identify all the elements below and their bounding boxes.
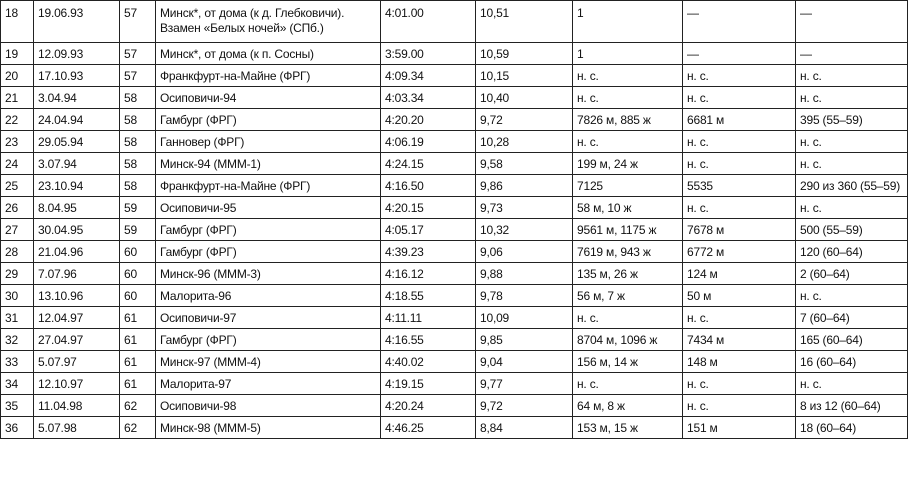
cell-age-place: н. с. <box>796 373 908 395</box>
cell-date: 23.10.94 <box>34 175 120 197</box>
cell-speed: 8,84 <box>476 417 573 439</box>
cell-time: 4:39.23 <box>381 241 476 263</box>
cell-number: 23 <box>1 131 34 153</box>
cell-number: 21 <box>1 87 34 109</box>
cell-age: 62 <box>120 417 156 439</box>
cell-age-place: — <box>796 43 908 65</box>
cell-finishers: н. с. <box>683 153 796 175</box>
cell-age: 59 <box>120 219 156 241</box>
cell-age-place: н. с. <box>796 131 908 153</box>
cell-participants: 8704 м, 1096 ж <box>573 329 683 351</box>
cell-place: Осиповичи-95 <box>156 197 381 219</box>
cell-date: 17.10.93 <box>34 65 120 87</box>
table-row <box>1 417 908 439</box>
cell-time: 4:03.34 <box>381 87 476 109</box>
cell-place: Минск-98 (МММ-5) <box>156 417 381 439</box>
cell-time: 4:16.55 <box>381 329 476 351</box>
cell-time: 4:16.12 <box>381 263 476 285</box>
cell-age-place: 7 (60–64) <box>796 307 908 329</box>
cell-age: 62 <box>120 395 156 417</box>
cell-participants: 58 м, 10 ж <box>573 197 683 219</box>
cell-age-place: 8 из 12 (60–64) <box>796 395 908 417</box>
cell-participants: 7619 м, 943 ж <box>573 241 683 263</box>
cell-place: Гамбург (ФРГ) <box>156 329 381 351</box>
cell-place: Франкфурт-на-Майне (ФРГ) <box>156 175 381 197</box>
table-row <box>1 65 908 87</box>
cell-participants: 1 <box>573 43 683 65</box>
cell-number: 35 <box>1 395 34 417</box>
table-row <box>1 285 908 307</box>
cell-date: 30.04.95 <box>34 219 120 241</box>
cell-place: Осиповичи-94 <box>156 87 381 109</box>
cell-finishers: — <box>683 43 796 65</box>
cell-date: 27.04.97 <box>34 329 120 351</box>
cell-date: 13.10.96 <box>34 285 120 307</box>
cell-speed: 9,86 <box>476 175 573 197</box>
cell-number: 34 <box>1 373 34 395</box>
cell-number: 25 <box>1 175 34 197</box>
cell-number: 19 <box>1 43 34 65</box>
cell-time: 4:20.24 <box>381 395 476 417</box>
cell-speed: 9,78 <box>476 285 573 307</box>
cell-finishers: н. с. <box>683 65 796 87</box>
cell-finishers: н. с. <box>683 373 796 395</box>
cell-date: 8.04.95 <box>34 197 120 219</box>
cell-finishers: н. с. <box>683 197 796 219</box>
cell-participants: н. с. <box>573 65 683 87</box>
cell-age: 61 <box>120 351 156 373</box>
cell-participants: 7826 м, 885 ж <box>573 109 683 131</box>
cell-number: 36 <box>1 417 34 439</box>
cell-speed: 9,04 <box>476 351 573 373</box>
cell-age-place: 165 (60–64) <box>796 329 908 351</box>
cell-number: 33 <box>1 351 34 373</box>
table-body <box>1 1 908 439</box>
cell-finishers: 6681 м <box>683 109 796 131</box>
cell-date: 24.04.94 <box>34 109 120 131</box>
cell-speed: 10,59 <box>476 43 573 65</box>
cell-finishers: 7678 м <box>683 219 796 241</box>
cell-speed: 9,72 <box>476 395 573 417</box>
cell-participants: н. с. <box>573 373 683 395</box>
cell-age-place: 395 (55–59) <box>796 109 908 131</box>
cell-date: 7.07.96 <box>34 263 120 285</box>
cell-speed: 10,09 <box>476 307 573 329</box>
cell-age: 58 <box>120 131 156 153</box>
cell-finishers: 148 м <box>683 351 796 373</box>
cell-place: Минск*, от дома (к д. Глебковичи). Взамен «Белых ночей» (СПб.) <box>156 1 381 43</box>
cell-participants: 1 <box>573 1 683 43</box>
cell-time: 4:20.20 <box>381 109 476 131</box>
cell-age-place: 500 (55–59) <box>796 219 908 241</box>
cell-age: 57 <box>120 1 156 43</box>
cell-speed: 9,73 <box>476 197 573 219</box>
cell-time: 4:05.17 <box>381 219 476 241</box>
table-row <box>1 43 908 65</box>
cell-age-place: н. с. <box>796 285 908 307</box>
cell-finishers: 50 м <box>683 285 796 307</box>
cell-age-place: н. с. <box>796 87 908 109</box>
cell-age-place: 290 из 360 (55–59) <box>796 175 908 197</box>
cell-place: Малорита-97 <box>156 373 381 395</box>
cell-age-place: 120 (60–64) <box>796 241 908 263</box>
cell-speed: 9,58 <box>476 153 573 175</box>
table-row <box>1 351 908 373</box>
cell-date: 21.04.96 <box>34 241 120 263</box>
table-row <box>1 263 908 285</box>
cell-age-place: н. с. <box>796 153 908 175</box>
cell-age: 59 <box>120 197 156 219</box>
cell-age: 58 <box>120 153 156 175</box>
cell-age: 57 <box>120 43 156 65</box>
cell-place: Осиповичи-97 <box>156 307 381 329</box>
cell-time: 4:09.34 <box>381 65 476 87</box>
cell-place: Малорита-96 <box>156 285 381 307</box>
cell-finishers: 5535 <box>683 175 796 197</box>
cell-finishers: 124 м <box>683 263 796 285</box>
cell-place: Минск*, от дома (к п. Сосны) <box>156 43 381 65</box>
cell-participants: 64 м, 8 ж <box>573 395 683 417</box>
table-row <box>1 395 908 417</box>
cell-speed: 10,32 <box>476 219 573 241</box>
cell-place: Гамбург (ФРГ) <box>156 109 381 131</box>
cell-age: 61 <box>120 329 156 351</box>
cell-time: 4:06.19 <box>381 131 476 153</box>
cell-speed: 9,72 <box>476 109 573 131</box>
cell-date: 5.07.98 <box>34 417 120 439</box>
cell-place: Ганновер (ФРГ) <box>156 131 381 153</box>
cell-age-place: 16 (60–64) <box>796 351 908 373</box>
cell-age: 60 <box>120 241 156 263</box>
cell-speed: 10,28 <box>476 131 573 153</box>
cell-time: 4:01.00 <box>381 1 476 43</box>
cell-number: 18 <box>1 1 34 43</box>
cell-date: 12.10.97 <box>34 373 120 395</box>
cell-finishers: н. с. <box>683 395 796 417</box>
table-row <box>1 1 908 43</box>
table-row <box>1 131 908 153</box>
cell-participants: 153 м, 15 ж <box>573 417 683 439</box>
cell-place: Гамбург (ФРГ) <box>156 219 381 241</box>
cell-speed: 10,51 <box>476 1 573 43</box>
cell-age: 58 <box>120 109 156 131</box>
cell-place: Минск-97 (МММ-4) <box>156 351 381 373</box>
cell-place: Гамбург (ФРГ) <box>156 241 381 263</box>
cell-time: 4:24.15 <box>381 153 476 175</box>
table-row <box>1 241 908 263</box>
cell-place: Минск-94 (МММ-1) <box>156 153 381 175</box>
cell-number: 31 <box>1 307 34 329</box>
cell-age: 57 <box>120 65 156 87</box>
cell-date: 5.07.97 <box>34 351 120 373</box>
cell-date: 29.05.94 <box>34 131 120 153</box>
cell-time: 4:40.02 <box>381 351 476 373</box>
cell-age: 60 <box>120 263 156 285</box>
cell-place: Минск-96 (МММ-3) <box>156 263 381 285</box>
cell-date: 11.04.98 <box>34 395 120 417</box>
cell-speed: 10,15 <box>476 65 573 87</box>
table-row <box>1 373 908 395</box>
cell-participants: н. с. <box>573 131 683 153</box>
table-row <box>1 109 908 131</box>
cell-finishers: н. с. <box>683 131 796 153</box>
cell-place: Франкфурт-на-Майне (ФРГ) <box>156 65 381 87</box>
table-row <box>1 307 908 329</box>
cell-date: 19.06.93 <box>34 1 120 43</box>
cell-participants: 199 м, 24 ж <box>573 153 683 175</box>
cell-number: 28 <box>1 241 34 263</box>
cell-number: 27 <box>1 219 34 241</box>
table-row <box>1 175 908 197</box>
cell-age: 61 <box>120 307 156 329</box>
cell-age-place: н. с. <box>796 65 908 87</box>
cell-age: 58 <box>120 87 156 109</box>
table-row <box>1 329 908 351</box>
table-row <box>1 219 908 241</box>
cell-age: 58 <box>120 175 156 197</box>
table-row <box>1 197 908 219</box>
cell-time: 3:59.00 <box>381 43 476 65</box>
cell-age: 61 <box>120 373 156 395</box>
cell-participants: 7125 <box>573 175 683 197</box>
cell-number: 20 <box>1 65 34 87</box>
cell-time: 4:11.11 <box>381 307 476 329</box>
cell-speed: 9,88 <box>476 263 573 285</box>
cell-finishers: 151 м <box>683 417 796 439</box>
cell-participants: 9561 м, 1175 ж <box>573 219 683 241</box>
cell-number: 26 <box>1 197 34 219</box>
cell-number: 32 <box>1 329 34 351</box>
cell-speed: 9,77 <box>476 373 573 395</box>
cell-speed: 10,40 <box>476 87 573 109</box>
cell-date: 12.09.93 <box>34 43 120 65</box>
cell-time: 4:19.15 <box>381 373 476 395</box>
cell-time: 4:46.25 <box>381 417 476 439</box>
cell-date: 12.04.97 <box>34 307 120 329</box>
cell-participants: 135 м, 26 ж <box>573 263 683 285</box>
cell-age-place: 18 (60–64) <box>796 417 908 439</box>
cell-age: 60 <box>120 285 156 307</box>
cell-age-place: — <box>796 1 908 43</box>
cell-age-place: н. с. <box>796 197 908 219</box>
cell-age-place: 2 (60–64) <box>796 263 908 285</box>
cell-number: 29 <box>1 263 34 285</box>
cell-number: 30 <box>1 285 34 307</box>
cell-time: 4:20.15 <box>381 197 476 219</box>
cell-number: 24 <box>1 153 34 175</box>
table-row <box>1 153 908 175</box>
cell-number: 22 <box>1 109 34 131</box>
cell-time: 4:18.55 <box>381 285 476 307</box>
cell-participants: 56 м, 7 ж <box>573 285 683 307</box>
cell-finishers: 6772 м <box>683 241 796 263</box>
cell-participants: 156 м, 14 ж <box>573 351 683 373</box>
cell-speed: 9,85 <box>476 329 573 351</box>
cell-participants: н. с. <box>573 87 683 109</box>
cell-date: 3.07.94 <box>34 153 120 175</box>
cell-finishers: — <box>683 1 796 43</box>
cell-time: 4:16.50 <box>381 175 476 197</box>
cell-speed: 9,06 <box>476 241 573 263</box>
cell-finishers: н. с. <box>683 87 796 109</box>
cell-date: 3.04.94 <box>34 87 120 109</box>
cell-finishers: 7434 м <box>683 329 796 351</box>
table-row <box>1 87 908 109</box>
cell-finishers: н. с. <box>683 307 796 329</box>
cell-place: Осиповичи-98 <box>156 395 381 417</box>
cell-participants: н. с. <box>573 307 683 329</box>
